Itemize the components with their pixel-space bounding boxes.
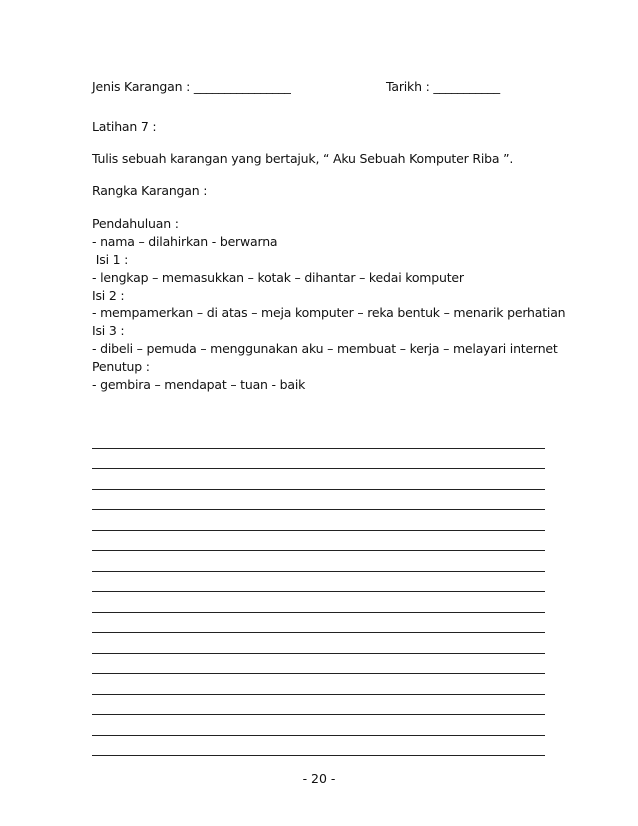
- exercise-instruction: Tulis sebuah karangan yang bertajuk, “ Aku Sebuah Komputer Riba ”.: [92, 151, 514, 166]
- writing-line: [92, 531, 545, 552]
- outline-heading-isi-1: Isi 1 :: [92, 251, 129, 267]
- writing-line: [92, 715, 545, 736]
- writing-line: [92, 674, 545, 695]
- writing-line: [92, 572, 545, 593]
- outline-heading-penutup: Penutup :: [92, 359, 150, 375]
- writing-line: [92, 654, 545, 675]
- outline-heading-pendahuluan: Pendahuluan :: [92, 216, 179, 231]
- page-number: - 20 -: [302, 771, 336, 786]
- writing-line: [92, 490, 545, 511]
- outline-heading-isi-3: Isi 3 :: [92, 323, 125, 339]
- outline-points-isi-1: - lengkap – memasukkan – kotak – dihantar – kedai komputer: [92, 269, 464, 285]
- tarikh-field: Tarikh : ___________: [386, 79, 500, 94]
- writing-line: [92, 592, 545, 613]
- outline-heading-isi-2: Isi 2 :: [92, 287, 125, 303]
- writing-line: [92, 695, 545, 716]
- rangka-karangan-label: Rangka Karangan :: [92, 183, 208, 198]
- jenis-karangan-field: Jenis Karangan : ________________: [92, 79, 291, 94]
- writing-line: [92, 736, 545, 757]
- writing-line: [92, 428, 545, 449]
- writing-lines-area: [92, 428, 545, 756]
- essay-outline: [92, 215, 565, 394]
- writing-line: [92, 449, 545, 470]
- outline-points-penutup: - gembira – mendapat – tuan - baik: [92, 377, 306, 393]
- writing-line: [92, 469, 545, 490]
- outline-points-isi-3: - dibeli – pemuda – menggunakan aku – membuat – kerja – melayari internet: [92, 341, 558, 357]
- writing-line: [92, 633, 545, 654]
- exercise-title: Latihan 7 :: [92, 119, 157, 134]
- outline-points-isi-2: - mempamerkan – di atas – meja komputer – reka bentuk – menarik perhatian: [92, 305, 566, 321]
- writing-line: [92, 551, 545, 572]
- writing-line: [92, 613, 545, 634]
- outline-points-pendahuluan: - nama – dilahirkan - berwarna: [92, 233, 278, 249]
- writing-line: [92, 510, 545, 531]
